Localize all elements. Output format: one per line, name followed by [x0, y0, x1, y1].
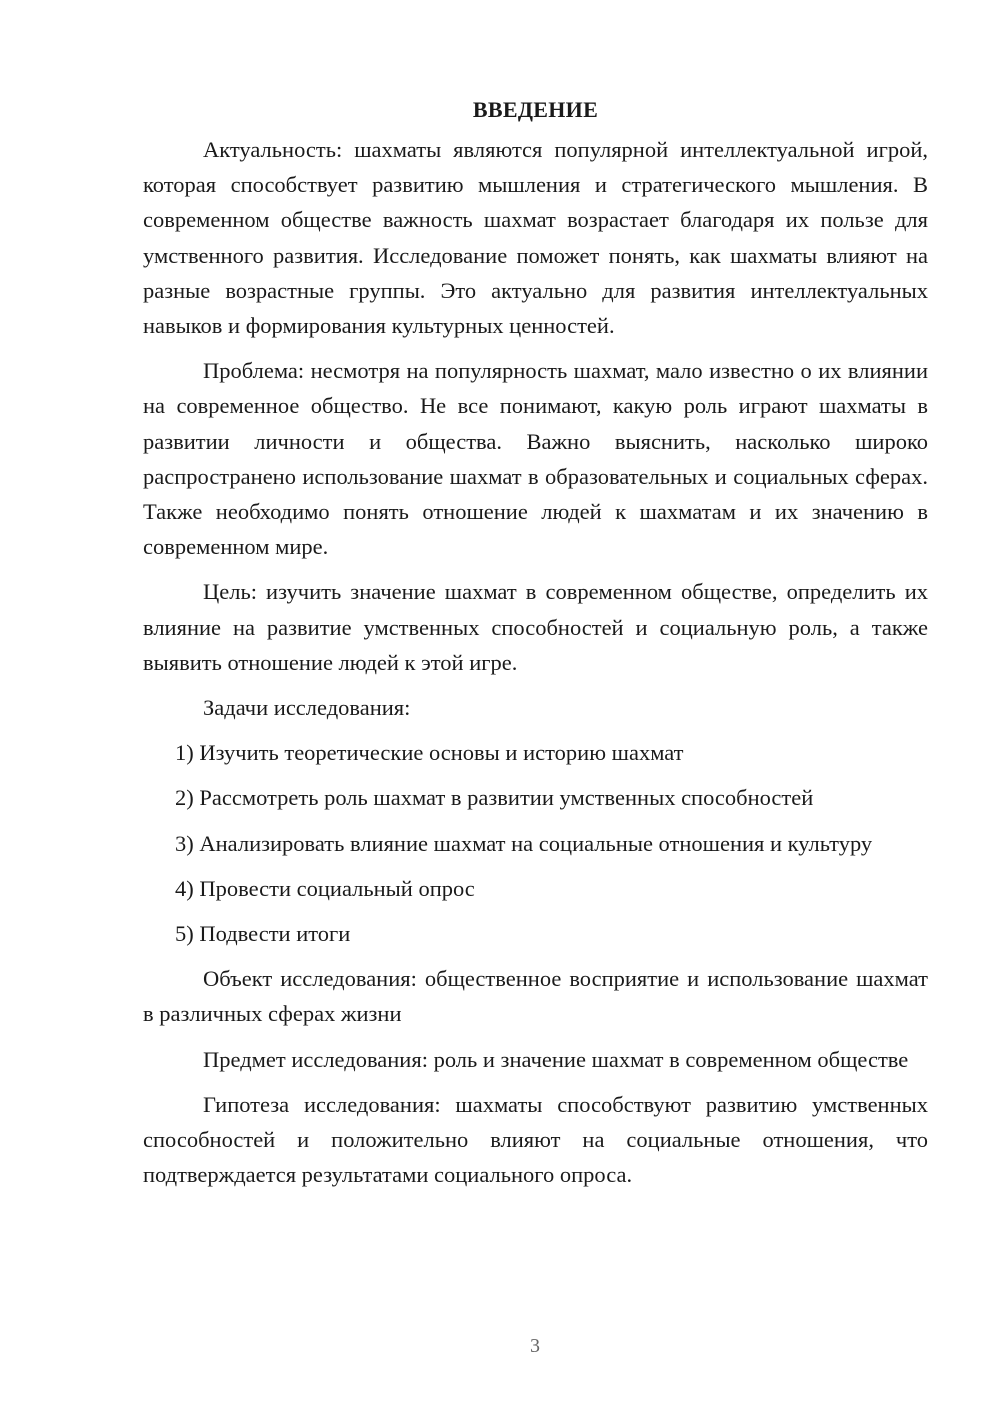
page-title: ВВЕДЕНИЕ	[472, 97, 599, 122]
document-page	[143, 92, 928, 1192]
hypothesis-paragraph: Гипотеза исследования: шахматы способствуют развитию умственных способностей и положительно влияют на социальные отношения, что подтверждается результатами социального опроса.	[143, 1091, 928, 1188]
list-item: 4) Провести социальный опрос	[175, 875, 475, 901]
subject-paragraph: Предмет исследования: роль и значение шахмат в современном обществе	[203, 1046, 909, 1072]
object-paragraph: Объект исследования: общественное восприятие и использование шахмат в различных сферах жизни	[143, 966, 928, 1027]
list-item: 3) Анализировать влияние шахмат на социальные отношения и культуру	[175, 830, 873, 856]
list-item: 5) Подвести итоги	[175, 921, 351, 947]
tasks-heading: Задачи исследования:	[203, 695, 411, 721]
goal-paragraph: Цель: изучить значение шахмат в современном обществе, определить их влияние на развитие умственных способностей и социальную роль, а также выявить отношение людей к этой игре.	[143, 579, 928, 675]
tasks-list	[143, 735, 928, 951]
page-number: 3	[530, 1335, 540, 1357]
list-item: 1) Изучить теоретические основы и историю шахмат	[175, 740, 684, 766]
problem-paragraph: Проблема: несмотря на популярность шахмат, мало известно о их влиянии на современное общество. Не все понимают, какую роль играют шахматы в развитии личности и общества. Важно выяснить, насколько широко распространено использование шахмат в образовательных и социальных сферах. Также необходимо понять отношение людей к шахматам и их значению в современном мире.	[143, 358, 928, 560]
relevance-paragraph: Актуальность: шахматы являются популярной интеллектуальной игрой, которая способствует развитию мышления и стратегического мышления. В современном обществе важность шахмат возрастает благодаря их пользе для умственного развития. Исследование поможет понять, как шахматы влияют на разные возрастные группы. Это актуально для развития интеллектуальных навыков и формирования культурных ценностей.	[143, 137, 928, 339]
list-item: 2) Рассмотреть роль шахмат в развитии умственных способностей	[175, 785, 814, 811]
